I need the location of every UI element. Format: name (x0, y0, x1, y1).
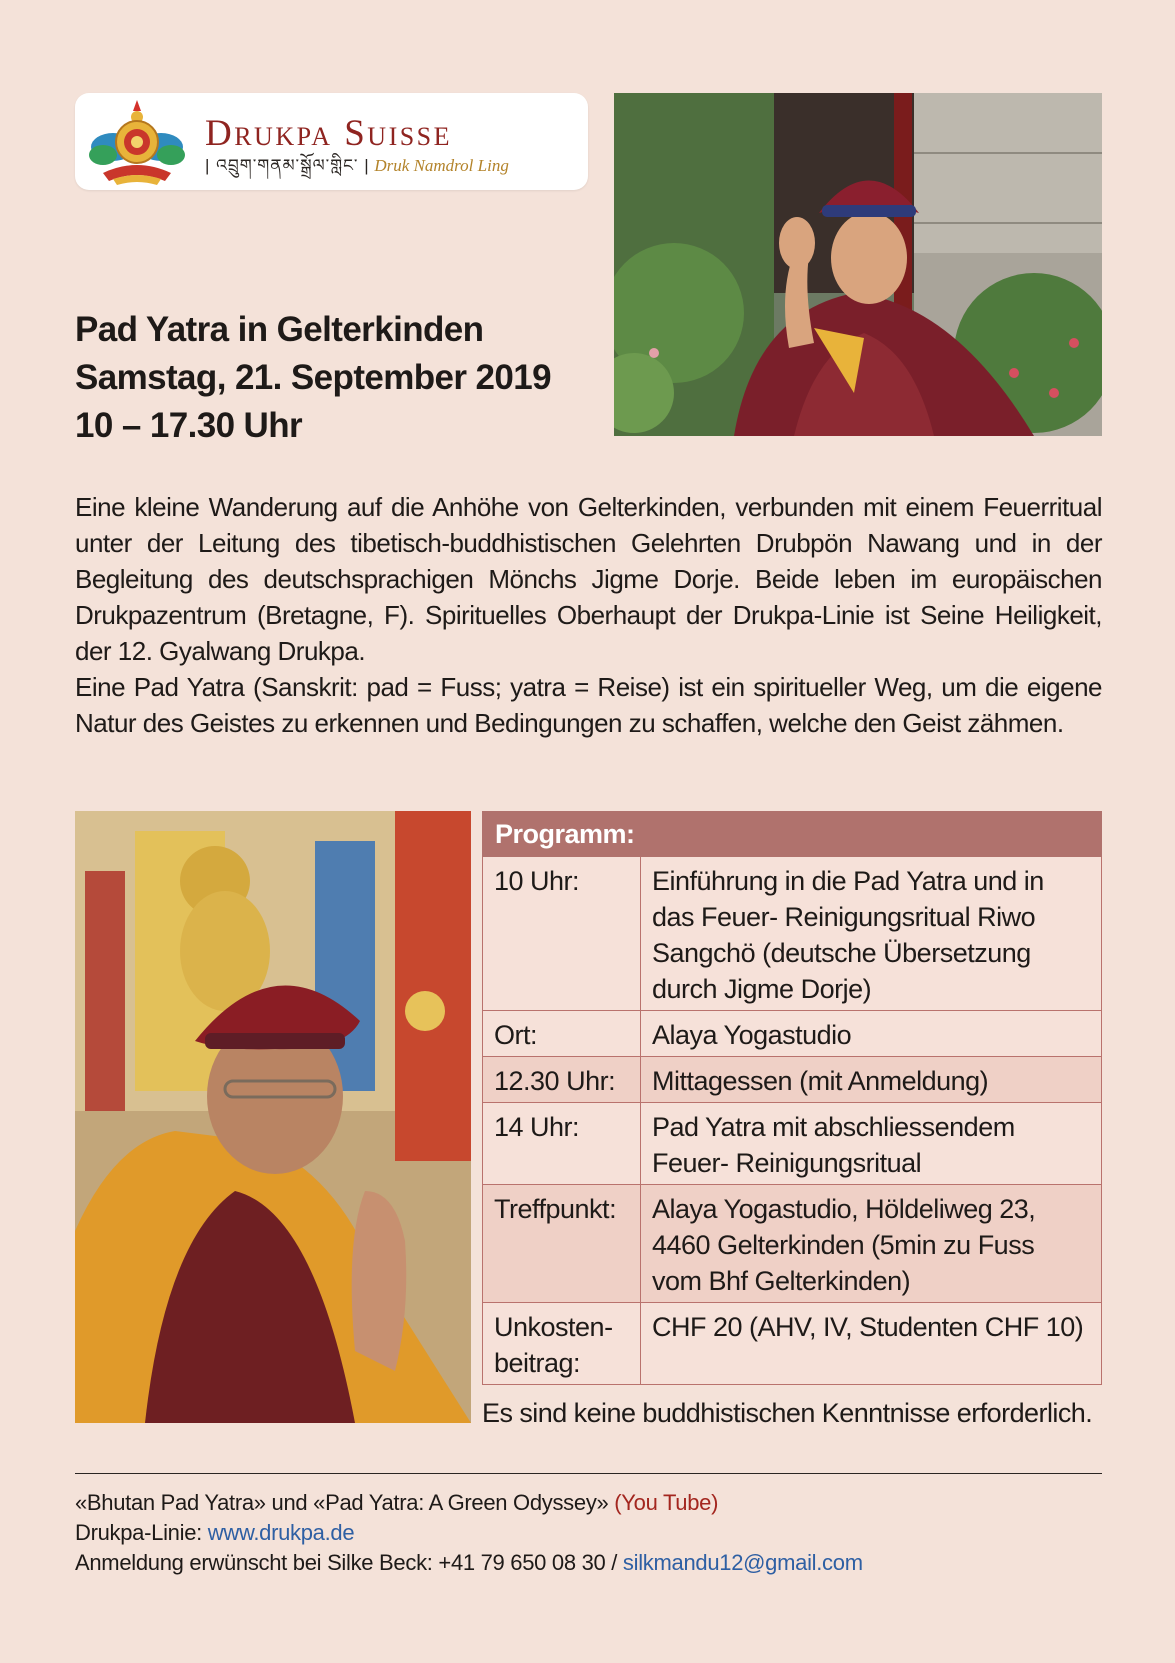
intro-text (75, 489, 1102, 741)
program-row-label: Ort: (483, 1011, 641, 1057)
program-row-value: Mittagessen (mit Anmeldung) (641, 1057, 1102, 1103)
program-row (483, 1057, 1102, 1103)
event-heading (75, 306, 595, 450)
dharma-wheel-emblem-icon (83, 97, 191, 187)
program-row-value: CHF 20 (AHV, IV, Studenten CHF 10) (641, 1303, 1102, 1385)
event-title: Pad Yatra in Gelterkinden (75, 310, 484, 349)
intro-paragraph-1: Eine kleine Wanderung auf die Anhöhe von Gelterkinden, verbunden mit einem Feuerritual unter der Leitung des tibetisch-buddhistischen Gelehrten Drubpön Nawang und in der Begleitung des deutschsprachigen Mönchs Jigme Dorje. Beide leben im europäischen Drukpazentrum (Bretagne, F). Spirituelles Oberhaupt der Drukpa-Linie ist Seine Heiligkeit, der 12. Gyalwang Drukpa. (75, 492, 1102, 666)
program-table (482, 811, 1102, 1385)
program-header-row (483, 812, 1102, 857)
footer-divider (75, 1473, 1102, 1474)
program-row-value: Pad Yatra mit abschliessendem Feuer- Reinigungsritual (641, 1103, 1102, 1185)
program-row (483, 1303, 1102, 1385)
event-date: Samstag, 21. September 2019 (75, 358, 552, 397)
program-row (483, 1011, 1102, 1057)
program-row (483, 1185, 1102, 1303)
program-row-label: 12.30 Uhr: (483, 1057, 641, 1103)
program-row-value: Einführung in die Pad Yatra und in das Feuer- Reinigungsritual Riwo Sangchö (deutsche Übersetzung durch Jigme Dorje) (641, 857, 1102, 1011)
intro-paragraph-2: Eine Pad Yatra (Sanskrit: pad = Fuss; yatra = Reise) ist ein spiritueller Weg, um die eigene Natur des Geistes zu erkennen und Bedingungen zu schaffen, welche den Geist zähmen. (75, 672, 1102, 738)
photo-monk-waving (614, 93, 1102, 436)
logo-tibetan-text: | འབྲུག་གནམ་སྒྲོལ་གླིང་ | (205, 156, 370, 175)
program-row-label: Treffpunkt: (483, 1185, 641, 1303)
youtube-link[interactable]: (You Tube) (614, 1490, 719, 1515)
event-time: 10 – 17.30 Uhr (75, 406, 303, 445)
program-row-value: Alaya Yogastudio, Höldeliweg 23, 4460 Gelterkinden (5min zu Fuss vom Bhf Gelterkinden) (641, 1185, 1102, 1303)
logo-subtitle-en: Druk Namdrol Ling (374, 156, 509, 175)
program-row-label: Unkosten- beitrag: (483, 1303, 641, 1385)
footer-lineage-text: Drukpa-Linie: (75, 1520, 208, 1545)
footer-registration-text: Anmeldung erwünscht bei Silke Beck: +41 79 650 08 30 / (75, 1550, 623, 1575)
program-row-label: 10 Uhr: (483, 857, 641, 1011)
program-row-label: 14 Uhr: (483, 1103, 641, 1185)
footer-videos-text: «Bhutan Pad Yatra» und «Pad Yatra: A Green Odyssey» (75, 1490, 615, 1515)
program-row (483, 857, 1102, 1011)
photo-monk-praying (75, 811, 471, 1423)
logo-title: Drukpa Suisse (205, 113, 453, 154)
logo-subtitle (205, 157, 509, 174)
prerequisite-note: Es sind keine buddhistischen Kenntnisse erforderlich. (482, 1398, 1093, 1428)
drukpa-website-link[interactable]: www.drukpa.de (207, 1520, 355, 1545)
footer (75, 1488, 1102, 1578)
drukpa-suisse-logo (75, 93, 588, 190)
footer-line-videos (75, 1488, 1102, 1518)
email-link[interactable]: silkmandu12@gmail.com (622, 1550, 863, 1575)
program-header: Programm: (483, 812, 1102, 857)
footer-line-lineage (75, 1518, 1102, 1548)
program-row-value: Alaya Yogastudio (641, 1011, 1102, 1057)
program-row (483, 1103, 1102, 1185)
footer-line-registration (75, 1548, 1102, 1578)
